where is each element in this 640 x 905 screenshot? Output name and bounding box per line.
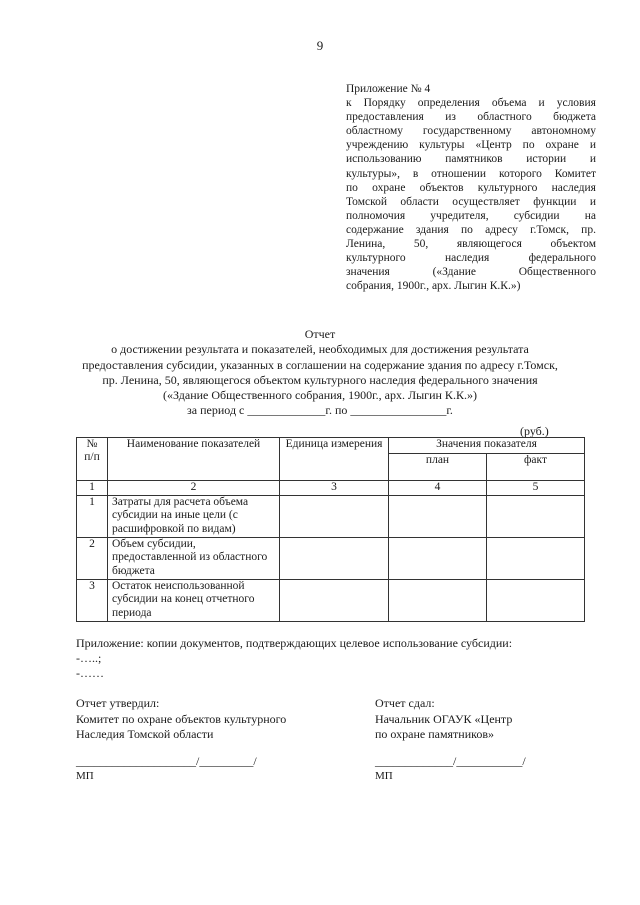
page-number: 9: [316, 38, 324, 53]
appendix-line: [346, 110, 596, 124]
appendix-word: объектов: [419, 181, 464, 194]
appendix-word: г.Томск,: [530, 223, 569, 236]
appendix-word: здания: [415, 223, 449, 236]
appendix-word: областному: [346, 125, 404, 138]
appendix-word: содержание: [346, 223, 404, 236]
submitted-signature-line: _____________/___________/: [375, 754, 526, 768]
appendix-text: [346, 96, 596, 279]
header-plan: план: [389, 454, 487, 481]
row-num: 2: [77, 538, 108, 580]
appendix-line: [346, 209, 596, 223]
appendix-word: государственному: [422, 125, 512, 138]
appendix-word: и: [589, 195, 596, 208]
appendix-title: Приложение № 4: [346, 83, 431, 95]
submitted-block: [375, 696, 512, 743]
row-name: Затраты для расчета объема субсидии на иные цели (с расшифровкой по видам): [108, 496, 280, 538]
appendix-line: [346, 96, 596, 110]
appendix-word: по: [346, 181, 358, 194]
approved-org: Комитет по охране объектов культурного: [76, 711, 287, 726]
appendix-word: Ленина,: [346, 238, 386, 251]
appendix-word: («Здание: [432, 266, 476, 279]
row-fact: [487, 538, 585, 580]
approved-signature-line: ____________________/_________/: [76, 754, 257, 768]
appendix-line: [346, 167, 596, 181]
attachment-text: Приложение: копии документов, подтверждающих целевое использование субсидии:: [76, 636, 513, 650]
appendix-word: и: [538, 97, 545, 110]
appendix-word: адресу: [485, 223, 518, 236]
appendix-word: культурного: [477, 181, 538, 194]
row-unit: [280, 496, 389, 538]
appendix-word: из: [445, 111, 456, 124]
appendix-line: [346, 181, 596, 195]
appendix-word: субсидии: [513, 209, 560, 222]
row-fact: [487, 580, 585, 622]
report-table: [76, 437, 585, 622]
appendix-word: Общественного: [518, 266, 596, 279]
appendix-word: памятников: [445, 153, 503, 166]
header-name: Наименование показателей: [108, 438, 280, 481]
report-header: [60, 327, 580, 419]
row-unit: [280, 580, 389, 622]
row-name: Объем субсидии, предоставленной из областного бюджета: [108, 538, 280, 580]
column-number: 3: [280, 481, 389, 496]
column-number: 1: [77, 481, 108, 496]
appendix-word: пр.: [581, 223, 596, 236]
appendix-word: Комитет: [554, 167, 596, 180]
submitted-stamp-place: МП: [375, 770, 393, 782]
appendix-word: наследия: [551, 181, 596, 194]
submitted-org: Начальник ОГАУК «Центр: [375, 711, 513, 726]
header-fact: факт: [487, 454, 585, 481]
appendix-word: полномочия: [346, 209, 406, 222]
appendix-word: истории: [526, 153, 567, 166]
appendix-word: культурного: [346, 252, 406, 265]
appendix-line: [346, 124, 596, 138]
appendix-last-line: собрания, 1900г., арх. Лыгин К.К.»): [346, 280, 521, 293]
approved-block: [76, 696, 286, 743]
appendix-word: области: [400, 195, 439, 208]
appendix-word: культуры: [419, 139, 465, 152]
report-title: Отчет: [304, 327, 336, 341]
row-unit: [280, 538, 389, 580]
row-num: 3: [77, 580, 108, 622]
appendix-word: к: [346, 97, 352, 110]
table-row: [77, 538, 585, 580]
appendix-word: Томской: [346, 195, 387, 208]
appendix-word: являющегося: [456, 238, 522, 251]
appendix-line: [346, 251, 596, 265]
row-plan: [389, 496, 487, 538]
appendix-word: наследия: [444, 252, 490, 265]
table-row: [77, 580, 585, 622]
appendix-word: бюджета: [553, 111, 596, 124]
appendix-word: в: [412, 167, 419, 180]
submitted-label: Отчет сдал:: [375, 696, 435, 710]
appendix-line: [346, 138, 596, 152]
header-num: № п/п: [77, 438, 108, 481]
approved-org: Наследия Томской области: [76, 727, 214, 741]
approved-label: Отчет утвердил:: [76, 696, 160, 710]
row-num: 1: [77, 496, 108, 538]
appendix-word: охране: [372, 181, 406, 194]
appendix-word: 50,: [413, 238, 429, 251]
appendix-word: по: [461, 223, 473, 236]
report-period: за период с _____________г. по ________________г.: [187, 403, 453, 418]
appendix-line: [346, 223, 596, 237]
appendix-word: условия: [556, 97, 596, 110]
row-plan: [389, 538, 487, 580]
appendix-word: и: [589, 139, 596, 152]
appendix-line: [346, 265, 596, 279]
attachment-item: -…..;: [76, 651, 102, 665]
report-subtitle-line: пр. Ленина, 50, являющегося объектом культурного наследия федерального значения: [102, 372, 538, 387]
column-number: 5: [487, 481, 585, 496]
appendix-word: использованию: [346, 153, 422, 166]
row-plan: [389, 580, 487, 622]
appendix-word: объема: [491, 97, 527, 110]
appendix-word: на: [584, 209, 596, 222]
appendix-word: осуществляет: [452, 195, 520, 208]
appendix-word: культуры»,: [346, 167, 400, 180]
appendix-word: учредителя,: [430, 209, 489, 222]
appendix-word: и: [589, 153, 596, 166]
report-subtitle-line: предоставления субсидии, указанных в соглашении на содержание здания по адресу г.Томск,: [82, 357, 558, 372]
appendix-word: областного: [477, 111, 532, 124]
appendix-line: [346, 195, 596, 209]
appendix-word: определения: [417, 97, 480, 110]
appendix-word: функции: [533, 195, 577, 208]
attachment-note: [76, 636, 512, 681]
row-fact: [487, 496, 585, 538]
appendix-word: которого: [498, 167, 542, 180]
currency-label: (руб.): [520, 424, 549, 438]
appendix-word: учреждению: [346, 139, 409, 152]
report-subtitle-line: («Здание Общественного собрания, 1900г., арх. Лыгин К.К.»): [163, 388, 477, 403]
appendix-word: отношении: [431, 167, 487, 180]
header-unit: Единица измерения: [280, 438, 389, 481]
appendix-word: охране: [545, 139, 579, 152]
attachment-item: -……: [76, 666, 104, 680]
appendix-line: [346, 152, 596, 166]
appendix-word: автономному: [531, 125, 596, 138]
appendix-word: Порядку: [363, 97, 406, 110]
report-subtitle-line: о достижении результата и показателей, необходимых для достижения результата: [111, 342, 529, 357]
row-name: Остаток неиспользованной субсидии на конец отчетного периода: [108, 580, 280, 622]
appendix-word: федерального: [528, 252, 596, 265]
approved-stamp-place: МП: [76, 770, 94, 782]
appendix-word: по: [522, 139, 535, 152]
appendix-word: предоставления: [346, 111, 424, 124]
appendix-line: [346, 237, 596, 251]
appendix-block: [346, 82, 596, 293]
appendix-word: «Центр: [475, 139, 512, 152]
column-number: 2: [108, 481, 280, 496]
appendix-word: объектом: [550, 238, 596, 251]
header-values: Значения показателя: [389, 438, 585, 454]
appendix-word: значения: [346, 266, 390, 279]
column-number: 4: [389, 481, 487, 496]
table-row: [77, 496, 585, 538]
submitted-org: по охране памятников»: [375, 727, 495, 741]
